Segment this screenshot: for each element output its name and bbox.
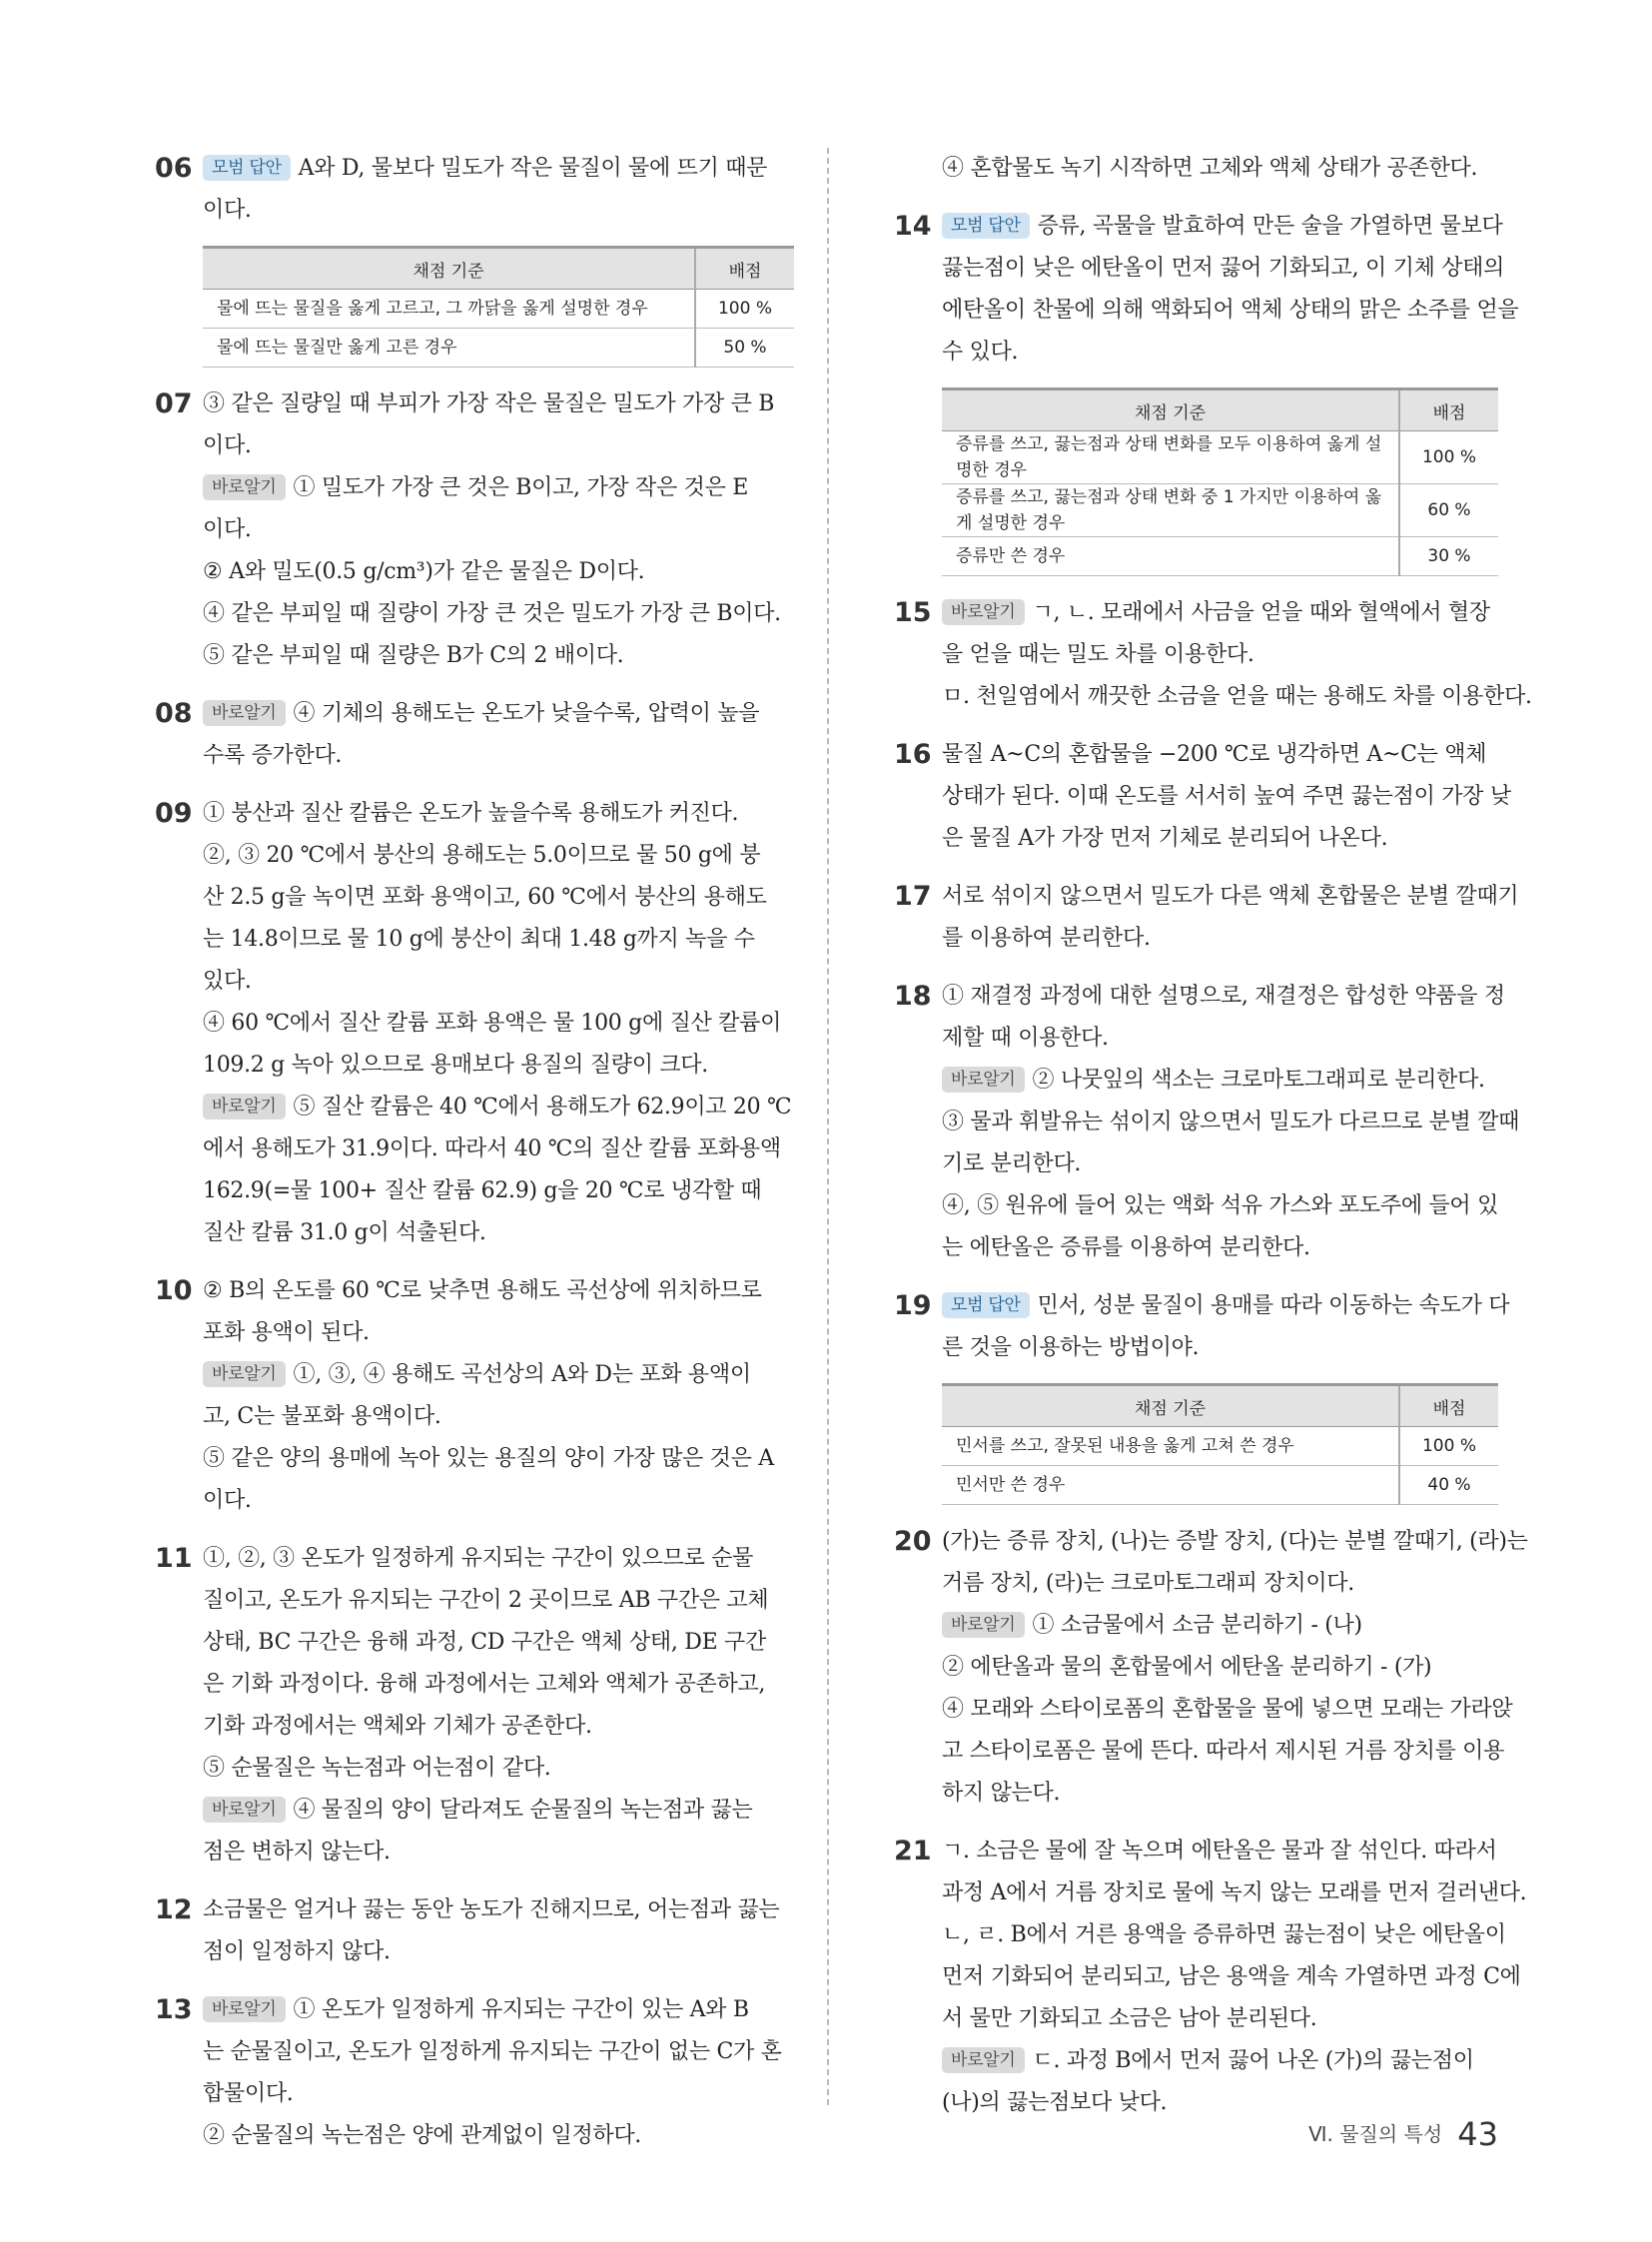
scoring-header-row (942, 1385, 1498, 1427)
answer-line (203, 1438, 794, 1480)
score-cell: 60 % (1399, 484, 1498, 537)
answer-line (203, 425, 794, 467)
line-text: ㅁ. 천일염에서 깨끗한 소금을 얻을 때는 용해도 차를 이용한다. (942, 684, 1532, 709)
line-text: 이다. (203, 1488, 252, 1513)
question-number: 12 (155, 1894, 193, 1925)
answer-11 (155, 1538, 794, 1873)
answer-line (942, 1605, 1498, 1647)
answer-line (942, 592, 1498, 634)
line-text: 이다. (203, 517, 252, 542)
line-text: 고, C는 불포화 용액이다. (203, 1404, 441, 1429)
answer-line (203, 1087, 794, 1128)
line-text: (가)는 증류 장치, (나)는 증발 장치, (다)는 분별 깔때기, (라)는 (942, 1529, 1528, 1554)
answer-10 (155, 1270, 794, 1522)
line-text: ② 나뭇잎의 색소는 크로마토그래피로 분리한다. (1032, 1068, 1485, 1093)
carryover-block (894, 148, 1498, 190)
line-text: 이다. (203, 433, 252, 458)
score-cell: 100 % (1399, 1427, 1498, 1466)
correction-tag: 바로알기 (203, 700, 286, 726)
score-header: 배점 (695, 248, 794, 290)
answer-16 (894, 734, 1511, 860)
answer-line (203, 593, 794, 635)
scoring-row (942, 431, 1498, 484)
answer-line (203, 1170, 794, 1212)
answer-07 (155, 383, 794, 677)
answer-line (203, 1212, 794, 1254)
line-text: ⑤ 같은 양의 용매에 녹아 있는 용질의 양이 가장 많은 것은 A (203, 1446, 774, 1471)
line-text: 서로 섞이지 않으면서 밀도가 다른 액체 혼합물은 분별 깔때기 (942, 884, 1519, 909)
line-text: 제할 때 이용한다. (942, 1026, 1109, 1051)
line-text: 상태가 된다. 이때 온도를 서서히 높여 주면 끓는점이 가장 낮 (942, 784, 1511, 809)
correction-tag: 바로알기 (942, 1067, 1025, 1093)
score-header: 배점 (1399, 1385, 1498, 1427)
answer-20 (894, 1521, 1528, 1815)
carryover-line: ④ 혼합물도 녹기 시작하면 고체와 액체 상태가 공존한다. (942, 156, 1478, 181)
answer-06 (155, 148, 794, 368)
answer-09 (155, 793, 794, 1254)
scoring-row (942, 484, 1498, 537)
answer-line (942, 1731, 1505, 1773)
answer-line (942, 876, 1519, 918)
answer-line (942, 1060, 1498, 1102)
line-text: 끓는점이 낮은 에탄올이 먼저 끓어 기화되고, 이 기체 상태의 (942, 256, 1505, 281)
line-text: 점은 변하지 않는다. (203, 1840, 391, 1865)
line-text: 은 물질 A가 가장 먼저 기체로 분리되어 나온다. (942, 826, 1388, 851)
answer-line (942, 248, 1505, 290)
line-text: ⑤ 질산 칼륨은 40 ℃에서 용해도가 62.9이고 20 ℃ (293, 1095, 792, 1120)
answer-line (203, 551, 794, 593)
answer-line (942, 776, 1511, 818)
answer-line (942, 1998, 1498, 2040)
line-text: 는 순물질이고, 온도가 일정하게 유지되는 구간이 없는 C가 혼 (203, 2039, 782, 2064)
scoring-row (942, 1466, 1498, 1505)
line-text: 에탄올이 찬물에 의해 액화되어 액체 상태의 맑은 소주를 얻을 (942, 298, 1519, 323)
line-text: ① 붕산과 질산 칼륨은 온도가 높을수록 용해도가 커진다. (203, 801, 739, 826)
answer-line (203, 509, 794, 551)
line-text: 질이고, 온도가 유지되는 구간이 2 곳이므로 AB 구간은 고체 (203, 1588, 769, 1613)
page-footer (1308, 2115, 1498, 2153)
answer-15 (894, 592, 1532, 718)
line-text: 109.2 g 녹아 있으므로 용매보다 용질의 질량이 크다. (203, 1053, 708, 1078)
answer-line (203, 1538, 794, 1580)
line-text: ②, ③ 20 ℃에서 붕산의 용해도는 5.0이므로 물 50 g에 붕 (203, 843, 761, 868)
scoring-table (942, 387, 1498, 576)
answer-line (203, 919, 794, 961)
line-text: ② 순물질의 녹는점은 양에 관계없이 일정하다. (203, 2123, 641, 2148)
criteria-cell: 물에 뜨는 물질을 옳게 고르고, 그 까닭을 옳게 설명한 경우 (203, 290, 695, 329)
answer-19 (894, 1285, 1510, 1505)
line-text: 는 에탄올은 증류를 이용하여 분리한다. (942, 1235, 1310, 1260)
answer-line (942, 1773, 1498, 1815)
line-text: 과정 A에서 거름 장치로 물에 녹지 않는 모래를 먼저 걸러낸다. (942, 1880, 1527, 1905)
score-cell: 50 % (695, 329, 794, 368)
line-text: 거름 장치, (라)는 크로마토그래피 장치이다. (942, 1571, 1354, 1596)
answer-line (942, 1285, 1510, 1327)
scoring-table (942, 1383, 1498, 1505)
answer-line (203, 1480, 794, 1522)
line-text: 소금물은 얼거나 끓는 동안 농도가 진해지므로, 어는점과 끓는 (203, 1897, 780, 1922)
question-number: 21 (894, 1836, 932, 1867)
line-text: 수록 증가한다. (203, 743, 343, 768)
line-text: ④ 모래와 스타이로폼의 혼합물을 물에 넣으면 모래는 가라앉 (942, 1697, 1513, 1722)
answer-line (203, 148, 794, 190)
answer-line (203, 467, 794, 509)
scoring-row (942, 1427, 1498, 1466)
answer-line (203, 1270, 794, 1312)
line-text: 민서, 성분 물질이 용매를 따라 이동하는 속도가 다 (1037, 1293, 1510, 1318)
line-text: 먼저 기화되어 분리되고, 남은 용액을 계속 가열하면 과정 C에 (942, 1964, 1521, 1989)
line-text: (나)의 끓는점보다 낮다. (942, 2090, 1168, 2115)
correction-tag: 바로알기 (942, 2047, 1025, 2073)
answer-line (942, 1831, 1498, 1872)
answer-line (942, 332, 1498, 374)
left-column (155, 148, 794, 2173)
model-answer-tag: 모범 답안 (942, 213, 1030, 239)
line-text: 서 물만 기화되고 소금은 남아 분리된다. (942, 2006, 1317, 2031)
line-text: A와 D, 물보다 밀도가 작은 물질이 물에 뜨기 때문 (298, 156, 768, 181)
question-number: 08 (155, 698, 193, 729)
question-number: 14 (894, 211, 932, 242)
criteria-header: 채점 기준 (942, 1385, 1399, 1427)
line-text: 있다. (203, 969, 252, 994)
criteria-cell: 민서를 쓰고, 잘못된 내용을 옳게 고쳐 쓴 경우 (942, 1427, 1399, 1466)
answer-line (203, 1312, 794, 1354)
question-number: 10 (155, 1275, 193, 1306)
criteria-cell: 증류만 쓴 경우 (942, 537, 1399, 576)
answer-line (942, 1647, 1498, 1689)
answer-line (942, 1521, 1528, 1563)
correction-tag: 바로알기 (203, 1361, 286, 1387)
column-divider (827, 148, 829, 2105)
line-text: ⑤ 같은 부피일 때 질량은 B가 C의 2 배이다. (203, 643, 624, 668)
correction-tag: 바로알기 (203, 474, 286, 500)
correction-tag: 바로알기 (203, 1797, 286, 1823)
line-text: 은 기화 과정이다. 융해 과정에서는 고체와 액체가 공존하고, (203, 1672, 766, 1697)
line-text: 산 2.5 g을 녹이면 포화 용액이고, 60 ℃에서 붕산의 용해도 (203, 885, 767, 910)
model-answer-tag: 모범 답안 (203, 155, 291, 181)
score-cell: 30 % (1399, 537, 1498, 576)
answer-line (203, 1989, 794, 2031)
line-text: 에서 용해도가 31.9이다. 따라서 40 ℃의 질산 칼륨 포화용액 (203, 1136, 781, 1161)
answer-line (203, 635, 794, 677)
criteria-cell: 증류를 쓰고, 끓는점과 상태 변화를 모두 이용하여 옳게 설명한 경우 (942, 431, 1399, 484)
line-text: ① 온도가 일정하게 유지되는 구간이 있는 A와 B (293, 1997, 749, 2022)
question-number: 09 (155, 798, 193, 829)
scoring-table (203, 246, 794, 368)
criteria-cell: 민서만 쓴 경우 (942, 1466, 1399, 1505)
line-text: 물질 A~C의 혼합물을 −200 ℃로 냉각하면 A~C는 액체 (942, 742, 1487, 767)
line-text: 포화 용액이 된다. (203, 1320, 370, 1345)
line-text: 고 스타이로폼은 물에 뜬다. 따라서 제시된 거름 장치를 이용 (942, 1739, 1505, 1764)
answer-14 (894, 206, 1519, 576)
line-text: ① 밀도가 가장 큰 것은 B이고, 가장 작은 것은 E (293, 475, 748, 500)
line-text: ① 재결정 과정에 대한 설명으로, 재결정은 합성한 약품을 정 (942, 984, 1505, 1009)
question-number: 06 (155, 153, 193, 184)
line-text: ① 소금물에서 소금 분리하기 - (나) (1032, 1613, 1362, 1638)
score-header: 배점 (1399, 389, 1498, 431)
line-text: ㄱ. 소금은 물에 잘 녹으며 에탄올은 물과 잘 섞인다. 따라서 (942, 1839, 1497, 1864)
line-text: ㄴ, ㄹ. B에서 거른 용액을 증류하면 끓는점이 낮은 에탄올이 (942, 1922, 1506, 1947)
correction-tag: 바로알기 (203, 1996, 286, 2022)
correction-tag: 바로알기 (203, 1094, 286, 1120)
line-text: 162.9(=물 100+ 질산 칼륨 62.9) g을 20 ℃로 냉각할 때 (203, 1178, 762, 1203)
scoring-row (942, 537, 1498, 576)
answer-line (203, 1889, 794, 1931)
line-text: 른 것을 이용하는 방법이야. (942, 1335, 1200, 1360)
score-cell: 40 % (1399, 1466, 1498, 1505)
answer-line (203, 1003, 794, 1045)
answer-line (203, 1580, 794, 1622)
line-text: ② 에탄올과 물의 혼합물에서 에탄올 분리하기 - (가) (942, 1655, 1432, 1680)
answer-line (203, 735, 794, 777)
line-text: 점이 일정하지 않다. (203, 1939, 391, 1964)
answer-line (203, 835, 794, 877)
line-text: ①, ②, ③ 온도가 일정하게 유지되는 구간이 있으므로 순물 (203, 1546, 754, 1571)
answer-line (942, 2040, 1498, 2082)
answer-line (203, 1931, 794, 1973)
answer-line (942, 1018, 1498, 1060)
line-text: 기화 과정에서는 액체와 기체가 공존한다. (203, 1714, 592, 1739)
answer-line (942, 1956, 1521, 1998)
line-text: 질산 칼륨 31.0 g이 석출된다. (203, 1220, 486, 1245)
line-text: ② B의 온도를 60 ℃로 낮추면 용해도 곡선상에 위치하므로 (203, 1278, 762, 1303)
criteria-header: 채점 기준 (203, 248, 695, 290)
answer-line (203, 1622, 794, 1664)
score-cell: 100 % (695, 290, 794, 329)
line-text: ③ 물과 휘발유는 섞이지 않으면서 밀도가 다르므로 분별 깔때 (942, 1110, 1520, 1134)
answer-line (942, 818, 1498, 860)
line-text: ⑤ 순물질은 녹는점과 어는점이 같다. (203, 1756, 551, 1781)
question-number: 16 (894, 739, 932, 770)
answer-line (942, 1185, 1498, 1227)
answer-line (203, 693, 794, 735)
answer-line (203, 1396, 794, 1438)
answer-line (203, 1706, 794, 1748)
answer-line (203, 1748, 794, 1790)
answer-line (203, 1354, 794, 1396)
line-text: 를 이용하여 분리한다. (942, 926, 1151, 951)
question-number: 18 (894, 981, 932, 1012)
scoring-row (203, 329, 794, 368)
right-column (894, 148, 1532, 2140)
line-text: 이다. (203, 198, 252, 223)
answer-line (203, 2031, 794, 2073)
page-number: 43 (1457, 2115, 1498, 2153)
answer-line (942, 1872, 1527, 1914)
answer-line (942, 1327, 1498, 1369)
answer-line (203, 2073, 794, 2115)
answer-line (203, 793, 794, 835)
question-number: 13 (155, 1994, 193, 2025)
line-text: ④, ⑤ 원유에 들어 있는 액화 석유 가스와 포도주에 들어 있 (942, 1193, 1499, 1218)
answer-18 (894, 976, 1520, 1269)
answer-21 (894, 1831, 1527, 2124)
unit-title: Ⅵ. 물질의 특성 (1308, 2122, 1443, 2146)
answer-line (203, 1832, 794, 1873)
criteria-cell: 물에 뜨는 물질만 옳게 고른 경우 (203, 329, 695, 368)
answer-line (203, 1664, 794, 1706)
answer-line (203, 2115, 794, 2157)
answer-line (942, 1914, 1506, 1956)
answer-line (942, 676, 1532, 718)
answer-line (203, 190, 794, 232)
line-text: ④ 물질의 양이 달라져도 순물질의 녹는점과 끓는 (293, 1798, 753, 1823)
answer-line (203, 1790, 794, 1832)
answer-line (203, 383, 794, 425)
line-text: ② A와 밀도(0.5 g/cm³)가 같은 물질은 D이다. (203, 559, 645, 584)
answer-line (942, 1143, 1498, 1185)
correction-tag: 바로알기 (942, 599, 1025, 625)
answer-13 (155, 1989, 794, 2157)
answer-line (942, 1227, 1498, 1269)
score-cell: 100 % (1399, 431, 1498, 484)
answer-line (203, 877, 794, 919)
line-text: 상태, BC 구간은 융해 과정, CD 구간은 액체 상태, DE 구간 (203, 1630, 766, 1655)
answer-line (203, 1128, 794, 1170)
question-number: 07 (155, 388, 193, 419)
line-text: ①, ③, ④ 용해도 곡선상의 A와 D는 포화 용액이 (293, 1362, 751, 1387)
line-text: ㄱ, ㄴ. 모래에서 사금을 얻을 때와 혈액에서 혈장 (1032, 600, 1490, 625)
answer-line (942, 734, 1498, 776)
answer-17 (894, 876, 1519, 960)
question-number: 11 (155, 1543, 193, 1574)
answer-line (942, 976, 1505, 1018)
answer-line (942, 634, 1498, 676)
answer-line (203, 1045, 794, 1087)
line-text: 증류, 곡물을 발효하여 만든 술을 가열하면 물보다 (1037, 214, 1503, 239)
criteria-cell: 증류를 쓰고, 끓는점과 상태 변화 중 1 가지만 이용하여 옳게 설명한 경우 (942, 484, 1399, 537)
line-text: 합물이다. (203, 2081, 294, 2106)
answer-line (942, 206, 1503, 248)
scoring-header-row (942, 389, 1498, 431)
answer-line (942, 1563, 1498, 1605)
line-text: ④ 기체의 용해도는 온도가 낮을수록, 압력이 높을 (293, 701, 760, 726)
question-number: 15 (894, 597, 932, 628)
answer-line (942, 1689, 1513, 1731)
line-text: 하지 않는다. (942, 1781, 1061, 1806)
line-text: 을 얻을 때는 밀도 차를 이용한다. (942, 642, 1254, 667)
line-text: ③ 같은 질량일 때 부피가 가장 작은 물질은 밀도가 가장 큰 B (203, 391, 775, 416)
line-text: 수 있다. (942, 340, 1019, 365)
question-number: 20 (894, 1526, 932, 1557)
question-number: 19 (894, 1290, 932, 1321)
scoring-header-row (203, 248, 794, 290)
answer-line (203, 961, 794, 1003)
criteria-header: 채점 기준 (942, 389, 1399, 431)
correction-tag: 바로알기 (942, 1612, 1025, 1638)
answer-08 (155, 693, 794, 777)
line-text: ㄷ. 과정 B에서 먼저 끓어 나온 (가)의 끓는점이 (1032, 2048, 1474, 2073)
answer-line (942, 918, 1498, 960)
line-text: 기로 분리한다. (942, 1151, 1082, 1176)
answer-12 (155, 1889, 794, 1973)
line-text: 는 14.8이므로 물 10 g에 붕산이 최대 1.48 g까지 녹을 수 (203, 927, 755, 952)
question-number: 17 (894, 881, 932, 912)
line-text: ④ 60 ℃에서 질산 칼륨 포화 용액은 물 100 g에 질산 칼륨이 (203, 1011, 782, 1036)
answer-line (942, 290, 1519, 332)
scoring-row (203, 290, 794, 329)
line-text: ④ 같은 부피일 때 질량이 가장 큰 것은 밀도가 가장 큰 B이다. (203, 601, 781, 626)
answer-line (942, 1102, 1520, 1143)
model-answer-tag: 모범 답안 (942, 1292, 1030, 1318)
